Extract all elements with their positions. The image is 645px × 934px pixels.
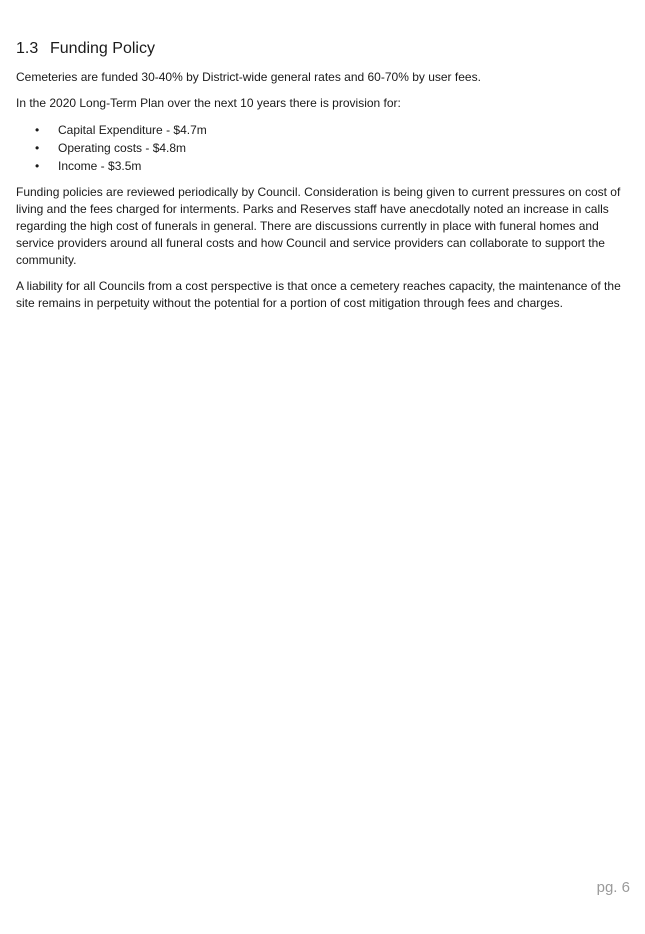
- bullet-icon: •: [35, 123, 40, 137]
- section-heading: [16, 38, 622, 60]
- long-term-plan-paragraph: In the 2020 Long-Term Plan over the next 10 years there is provision for:: [16, 96, 401, 110]
- section-title: Funding Policy: [50, 40, 155, 57]
- page-number: pg. 6: [596, 879, 630, 896]
- section-number: 1.3: [16, 40, 39, 57]
- bullet-icon: •: [35, 159, 40, 173]
- provision-list: [16, 121, 622, 175]
- list-item-text: Operating costs - $4.8m: [58, 141, 187, 155]
- funding-paragraph: Cemeteries are funded 30-40% by District-wide general rates and 60-70% by user fees.: [16, 70, 481, 84]
- list-item: [16, 121, 622, 139]
- list-item-text: Income - $3.5m: [58, 159, 142, 173]
- page-content: [16, 38, 622, 321]
- bullet-icon: •: [35, 141, 40, 155]
- liability-paragraph: A liability for all Councils from a cost perspective is that once a cemetery reaches capacity, the maintenance of the site remains in perpetuity without the potential for a portion of cost mitigation through fees and charges.: [16, 279, 621, 310]
- list-item: [16, 139, 622, 157]
- list-item-text: Capital Expenditure - $4.7m: [58, 123, 207, 137]
- funding-review-paragraph: Funding policies are reviewed periodically by Council. Consideration is being given to current pressures on cost of living and the fees charged for interments. Parks and Reserves staff have anecdotally noted an increase in calls regarding the high cost of funerals in general. There are discussions currently in place with funeral homes and service providers around all funeral costs and how Council and service providers can collaborate to support the community.: [16, 185, 621, 267]
- list-item: [16, 157, 622, 175]
